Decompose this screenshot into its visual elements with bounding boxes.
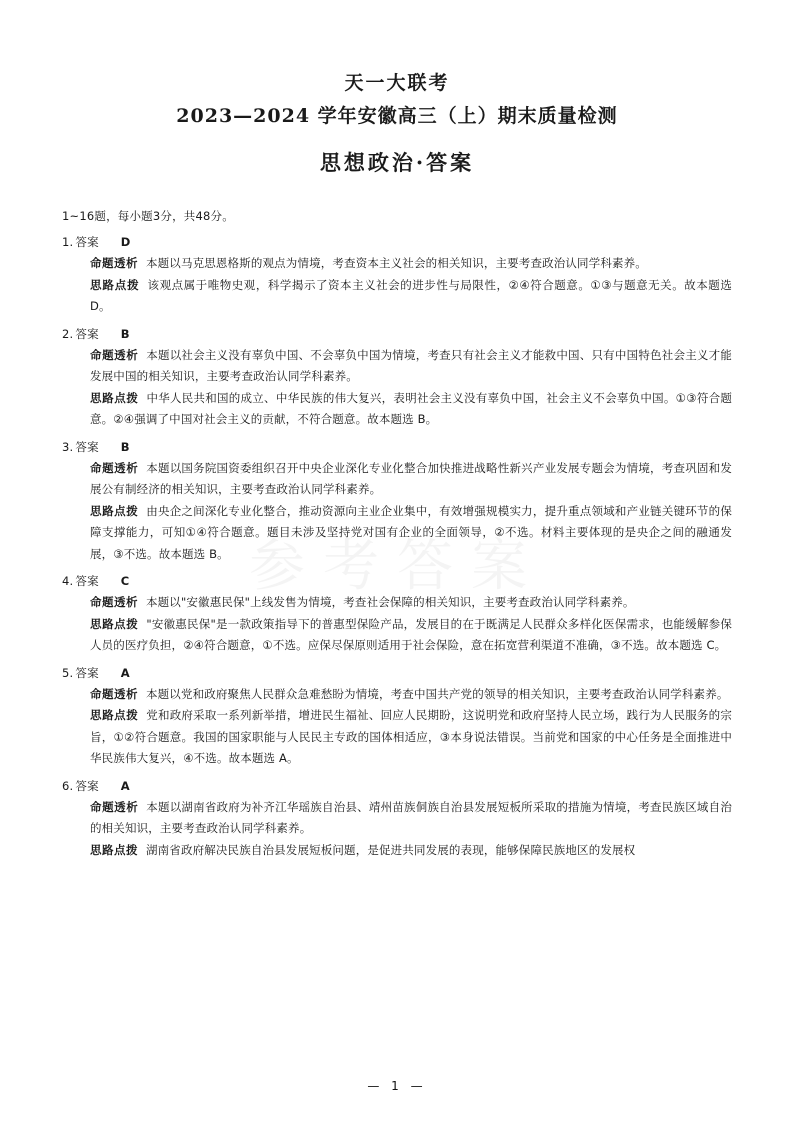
answer-value: C xyxy=(120,574,130,588)
answer-row xyxy=(62,571,732,592)
approach-paragraph xyxy=(90,705,732,770)
question-number: 5. xyxy=(62,665,74,680)
analysis-paragraph xyxy=(90,253,732,275)
analysis-text: 本题以党和政府聚焦人民群众急难愁盼为情境，考查中国共产党的领导的相关知识，主要考查政治认同学科素养。 xyxy=(146,686,729,701)
analysis-paragraph xyxy=(90,797,732,840)
page-number: — 1 — xyxy=(367,1079,427,1093)
approach-paragraph xyxy=(90,501,732,566)
approach-paragraph xyxy=(90,840,732,862)
subject-answer-title: 思想政治·答案 xyxy=(319,150,475,175)
analysis-paragraph xyxy=(90,345,732,388)
approach-paragraph xyxy=(90,275,732,318)
answer-label: 答案 xyxy=(75,235,99,249)
approach-paragraph xyxy=(90,614,732,657)
analysis-paragraph xyxy=(90,592,732,614)
answer-row xyxy=(62,776,732,797)
analysis-paragraph xyxy=(90,458,732,501)
question-number: 3. xyxy=(62,439,74,454)
analysis-label: 命题透析 xyxy=(90,460,139,475)
analysis-label: 命题透析 xyxy=(90,686,138,701)
approach-label: 思路点拨 xyxy=(90,277,140,292)
question-block xyxy=(62,663,732,770)
question-block xyxy=(62,324,732,431)
analysis-label: 命题透析 xyxy=(90,256,138,270)
exam-organizer-title: 天一大联考 xyxy=(344,72,450,94)
question-number: 2. xyxy=(62,326,74,341)
exam-name-title: 2023—2024 学年安徽高三（上）期末质量检测 xyxy=(176,105,618,127)
approach-label: 思路点拨 xyxy=(90,616,139,631)
approach-text: 中华人民共和国的成立、中华民族的伟大复兴，表明社会主义没有辜负中国，社会主义不会辜负中国。①③符合题意。②④强调了中国对社会主义的贡献，不符合题意。故本题选 B。 xyxy=(90,390,732,426)
document-header xyxy=(62,68,732,180)
question-block xyxy=(62,571,732,657)
question-number: 1. xyxy=(62,235,74,249)
analysis-label: 命题透析 xyxy=(90,595,138,609)
analysis-label: 命题透析 xyxy=(90,799,139,814)
approach-label: 思路点拨 xyxy=(90,708,139,722)
scope-note: 1~16题，每小题3分，共48分。 xyxy=(62,209,234,223)
answer-label: 答案 xyxy=(75,326,99,341)
question-number: 4. xyxy=(62,574,74,588)
answer-label: 答案 xyxy=(75,439,99,454)
answer-label: 答案 xyxy=(75,665,99,680)
analysis-text: 本题以马克思恩格斯的观点为情境，考查资本主义社会的相关知识，主要考查政治认同学科素养。 xyxy=(146,256,647,270)
answer-value: D xyxy=(120,235,131,249)
analysis-paragraph xyxy=(90,684,732,706)
analysis-text: 本题以"安徽惠民保"上线发售为情境，考查社会保障的相关知识，主要考查政治认同学科素养。 xyxy=(146,595,635,609)
analysis-text: 本题以湖南省政府为补齐江华瑶族自治县、靖州苗族侗族自治县发展短板所采取的措施为情境，考查民族区域自治的相关知识，主要考查政治认同学科素养。 xyxy=(90,799,732,835)
approach-text: 由央企之间深化专业化整合，推动资源向主业企业集中，有效增强规模实力，提升重点领域和产业链关键环节的保障支撑能力，可知①④符合题意。题目未涉及坚持党对国有企业的全面领导，②不选。材料主要体现的是央企之间的融通发展，③不选。故本题选 B。 xyxy=(90,503,732,561)
approach-label: 思路点拨 xyxy=(90,503,139,518)
approach-text: "安徽惠民保"是一款政策指导下的普惠型保险产品，发展目的在于既满足人民群众多样化医保需求，也能缓解参保人员的医疗负担，②④符合题意，①不选。应保尽保原则适用于社会保险，意在拓宽营利渠道不准确，③不选。故本题选 C。 xyxy=(90,616,733,652)
approach-label: 思路点拨 xyxy=(90,842,138,857)
approach-text: 该观点属于唯物史观，科学揭示了资本主义社会的进步性与局限性，②④符合题意。①③与题意无关。故本题选 D。 xyxy=(90,277,732,313)
approach-paragraph xyxy=(90,388,732,431)
answer-row xyxy=(62,437,732,458)
answer-label: 答案 xyxy=(75,778,99,793)
answer-row xyxy=(62,232,732,253)
approach-text: 湖南省政府解决民族自治县发展短板问题，是促进共同发展的表现，能够保障民族地区的发展权 xyxy=(146,842,636,857)
answer-row xyxy=(62,663,732,684)
analysis-label: 命题透析 xyxy=(90,347,139,362)
analysis-text: 本题以社会主义没有辜负中国、不会辜负中国为情境，考查只有社会主义才能救中国、只有中国特色社会主义才能发展中国的相关知识，主要考查政治认同学科素养。 xyxy=(90,347,732,383)
answer-label: 答案 xyxy=(75,574,99,588)
answer-value: A xyxy=(120,665,130,680)
approach-label: 思路点拨 xyxy=(90,390,139,405)
approach-text: 党和政府采取一系列新举措，增进民生福祉、回应人民期盼，这说明党和政府坚持人民立场，践行为人民服务的宗旨，①②符合题意。我国的国家职能与人民民主专政的国体相适应，③本身说法错误。当前党和国家的中心任务是全面推进中华民族伟大复兴，④不选。故本题选 A。 xyxy=(90,708,732,765)
question-block xyxy=(62,776,732,862)
answer-value: A xyxy=(120,778,130,793)
answer-row xyxy=(62,324,732,345)
question-block xyxy=(62,437,732,566)
answer-value: B xyxy=(120,326,130,341)
question-block xyxy=(62,232,732,318)
question-number: 6. xyxy=(62,778,74,793)
answer-value: B xyxy=(120,439,130,454)
analysis-text: 本题以国务院国资委组织召开中央企业深化专业化整合加快推进战略性新兴产业发展专题会为情境，考查巩固和发展公有制经济的相关知识，主要考查政治认同学科素养。 xyxy=(90,460,732,496)
